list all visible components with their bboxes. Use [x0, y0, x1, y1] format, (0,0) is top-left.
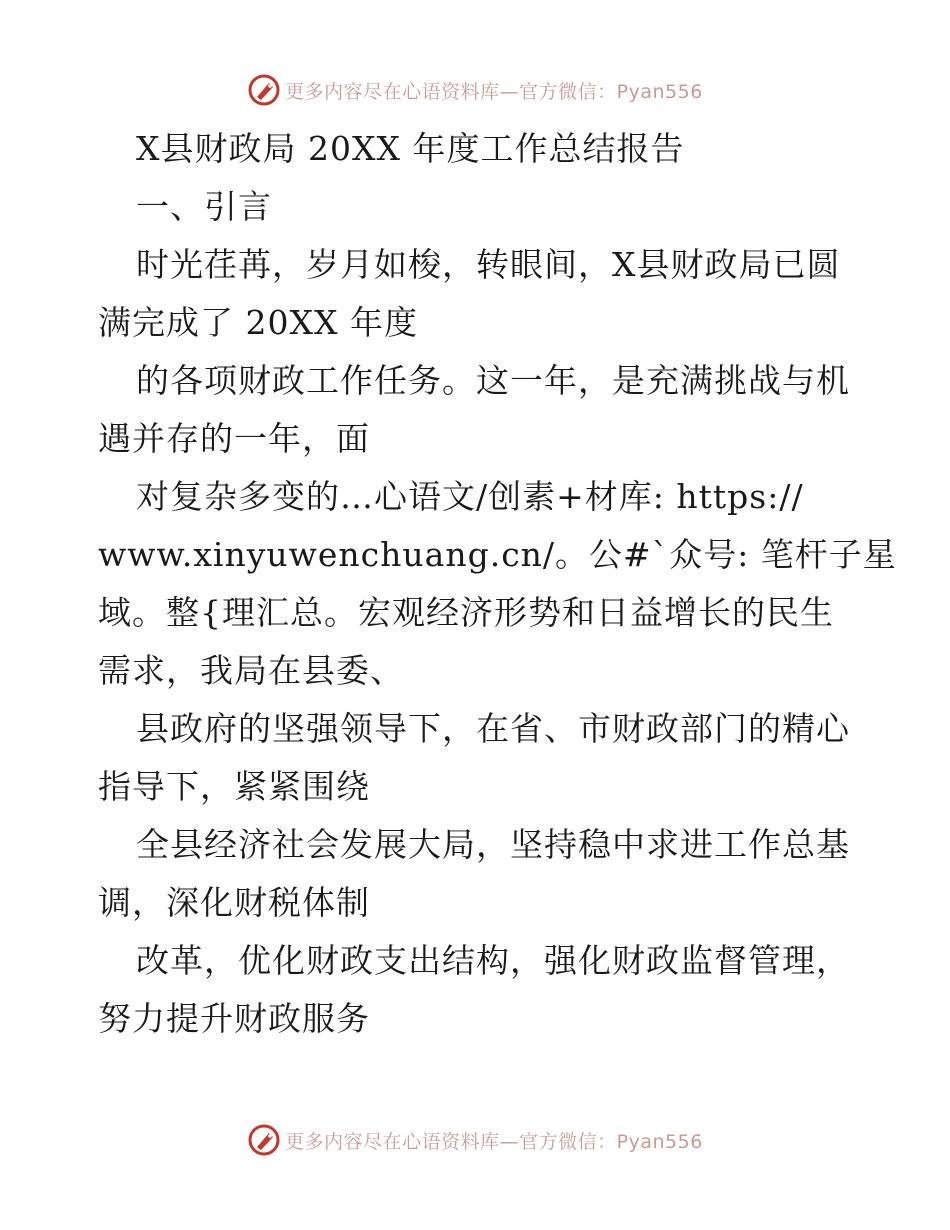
paragraph-line: 全县经济社会发展大局，坚持稳中求进工作总基 — [136, 825, 850, 864]
paragraph-line: 时光荏苒，岁月如梭，转眼间，X县财政局已圆 — [136, 245, 841, 284]
paragraph-line: 对复杂多变的…心语文/创素+材库: https:// — [136, 477, 804, 516]
paragraph-line: www.xinyuwenchuang.cn/。公#`众号: 笔杆子星 — [98, 535, 897, 574]
paragraph-line: 改革，优化财政支出结构，强化财政监督管理， — [136, 941, 850, 980]
watermark-text: 更多内容尽在心语资料库—官方微信：Pyan556 — [285, 1130, 703, 1153]
watermark-text: 更多内容尽在心语资料库—官方微信：Pyan556 — [285, 80, 703, 103]
pen-nib-logo-icon — [247, 73, 281, 107]
pen-nib-logo-icon — [247, 1123, 281, 1157]
paragraph-line: 指导下，紧紧围绕 — [98, 767, 370, 806]
paragraph-line: 满完成了 20XX 年度 — [98, 303, 418, 342]
paragraph-line: 域。整{理汇总。宏观经济形势和日益增长的民生 — [98, 593, 834, 632]
paragraph-line: 调，深化财税体制 — [98, 883, 370, 922]
section-heading: 一、引言 — [136, 187, 272, 226]
paragraph-line: 努力提升财政服务 — [98, 999, 370, 1038]
paragraph-line: 遇并存的一年，面 — [98, 419, 370, 458]
footer-watermark-banner — [0, 1120, 950, 1160]
paragraph-line: 县政府的坚强领导下，在省、市财政部门的精心 — [136, 709, 850, 748]
paragraph-line: 的各项财政工作任务。这一年，是充满挑战与机 — [136, 361, 850, 400]
document-title: X县财政局 20XX 年度工作总结报告 — [136, 129, 685, 168]
document-body — [98, 120, 897, 1048]
paragraph-line: 需求，我局在县委、 — [98, 651, 404, 690]
header-watermark-banner — [0, 70, 950, 110]
